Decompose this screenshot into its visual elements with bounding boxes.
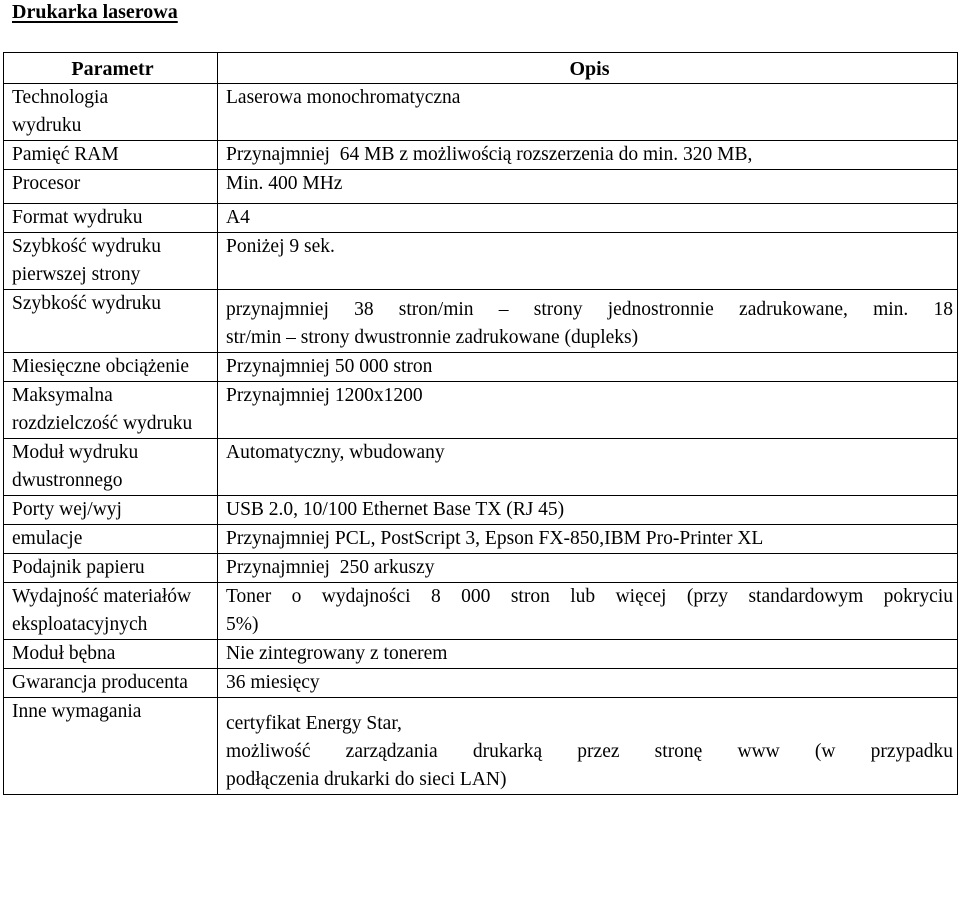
desc-cell xyxy=(218,669,958,698)
param-cell: Wydajność materiałów eksploatacyjnych xyxy=(4,583,218,640)
table-row xyxy=(4,583,958,640)
desc-line: Przynajmniej 50 000 stron xyxy=(226,356,433,377)
table-row xyxy=(4,554,958,583)
desc-cell xyxy=(218,640,958,669)
desc-line: przynajmniej 38 stron/min – strony jednostronnie zadrukowane, min. 18 xyxy=(226,299,953,320)
param-cell: Szybkość wydruku pierwszej strony xyxy=(4,233,218,290)
desc-line: Toner o wydajności 8 000 stron lub więcej (przy standardowym pokryciu xyxy=(226,586,953,607)
desc-cell xyxy=(218,382,958,439)
desc-line: 36 miesięcy xyxy=(226,672,320,693)
desc-cell xyxy=(218,698,958,795)
table-row xyxy=(4,439,958,496)
param-cell: Technologia wydruku xyxy=(4,84,218,141)
desc-cell xyxy=(218,525,958,554)
table-row xyxy=(4,496,958,525)
param-cell: Moduł bębna xyxy=(4,640,218,669)
param-cell: Szybkość wydruku xyxy=(4,290,218,353)
desc-cell xyxy=(218,583,958,640)
desc-line: str/min – strony dwustronnie zadrukowane (dupleks) xyxy=(226,327,639,348)
desc-line: podłączenia drukarki do sieci LAN) xyxy=(226,769,507,790)
desc-line: Min. 400 MHz xyxy=(226,173,343,194)
desc-line: Nie zintegrowany z tonerem xyxy=(226,643,448,664)
desc-line: 5%) xyxy=(226,614,259,635)
desc-cell xyxy=(218,233,958,290)
table-row xyxy=(4,382,958,439)
param-cell: Miesięczne obciążenie xyxy=(4,353,218,382)
param-cell: Podajnik papieru xyxy=(4,554,218,583)
param-cell: Moduł wydruku dwustronnego xyxy=(4,439,218,496)
param-cell: Format wydruku xyxy=(4,204,218,233)
table-row xyxy=(4,698,958,795)
param-cell: Procesor xyxy=(4,170,218,204)
desc-cell xyxy=(218,84,958,141)
table-row xyxy=(4,204,958,233)
desc-cell xyxy=(218,554,958,583)
table-row xyxy=(4,525,958,554)
desc-cell xyxy=(218,141,958,170)
table-row xyxy=(4,640,958,669)
desc-cell xyxy=(218,439,958,496)
param-cell: Pamięć RAM xyxy=(4,141,218,170)
desc-line: Przynajmniej PCL, PostScript 3, Epson FX-850,IBM Pro-Printer XL xyxy=(226,528,764,549)
table-row xyxy=(4,353,958,382)
param-cell: emulacje xyxy=(4,525,218,554)
header-param: Parametr xyxy=(4,53,218,84)
desc-line: A4 xyxy=(226,207,250,228)
table-row xyxy=(4,669,958,698)
desc-line: Automatyczny, wbudowany xyxy=(226,442,445,463)
desc-cell xyxy=(218,496,958,525)
desc-cell xyxy=(218,204,958,233)
param-cell: Inne wymagania xyxy=(4,698,218,795)
desc-line: Poniżej 9 sek. xyxy=(226,236,335,257)
param-cell: Maksymalna rozdzielczość wydruku xyxy=(4,382,218,439)
param-cell: Porty wej/wyj xyxy=(4,496,218,525)
header-desc: Opis xyxy=(218,53,958,84)
desc-line: możliwość zarządzania drukarką przez stronę www (w przypadku xyxy=(226,741,953,762)
desc-line: Laserowa monochromatyczna xyxy=(226,87,461,108)
desc-line: USB 2.0, 10/100 Ethernet Base TX (RJ 45) xyxy=(226,499,565,520)
desc-line: Przynajmniej 64 MB z możliwością rozszerzenia do min. 320 MB, xyxy=(226,144,753,165)
spec-table xyxy=(3,52,958,795)
table-row xyxy=(4,84,958,141)
desc-cell xyxy=(218,170,958,204)
table-row xyxy=(4,141,958,170)
table-row xyxy=(4,170,958,204)
desc-line: certyfikat Energy Star, xyxy=(226,713,402,734)
desc-line: Przynajmniej 1200x1200 xyxy=(226,385,423,406)
table-row xyxy=(4,233,958,290)
document-title: Drukarka laserowa xyxy=(12,1,178,23)
param-cell: Gwarancja producenta xyxy=(4,669,218,698)
desc-cell xyxy=(218,353,958,382)
desc-line: Przynajmniej 250 arkuszy xyxy=(226,557,435,578)
table-row xyxy=(4,290,958,353)
table-header-row xyxy=(4,53,958,84)
desc-cell xyxy=(218,290,958,353)
